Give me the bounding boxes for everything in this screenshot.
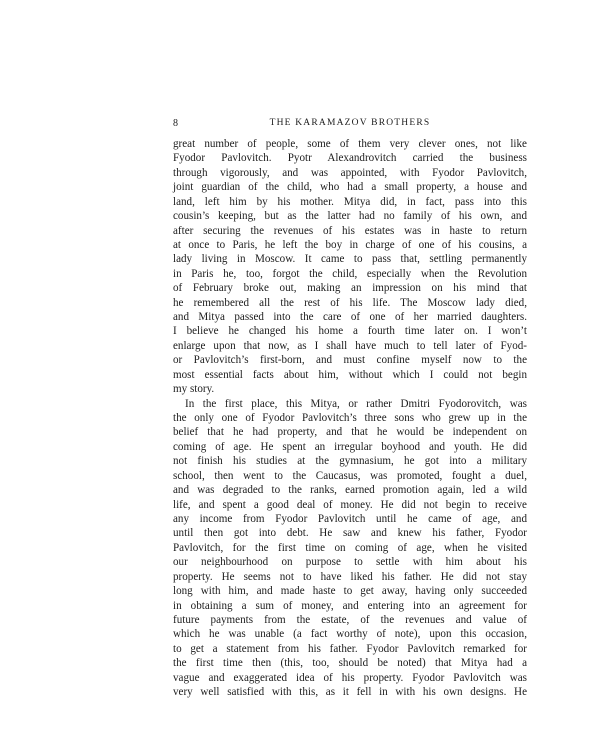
text-line: through vigorously, and was appointed, with Fyodor Pavlovitch, xyxy=(173,166,527,179)
text-line: of February broke out, making an impression on his mind that xyxy=(173,282,527,295)
text-line: in obtaining a sum of money, and entering into an agreement for xyxy=(173,599,527,612)
page-number: 8 xyxy=(173,118,179,129)
text-line: I believe he changed his home a fourth time later on. I won’t xyxy=(173,325,527,338)
text-line: most essential facts about him, without which I could not begin xyxy=(173,368,527,381)
text-line: my story. xyxy=(173,383,215,396)
text-line: belief that he had property, and that he would be independent on xyxy=(173,426,527,439)
book-title: THE KARAMAZOV BROTHERS xyxy=(269,118,431,128)
text-line: not finish his studies at the gymnasium, he got into a military xyxy=(173,455,527,468)
text-line: in Paris he, too, forgot the child, especially when the Revolution xyxy=(173,267,527,280)
text-line: life, and spent a good deal of money. He did not begin to receive xyxy=(173,498,527,511)
text-line: vague and exaggerated idea of his property. Fyodor Pavlovitch was xyxy=(173,671,527,684)
text-line: cousin’s keeping, but as the latter had no family of his own, and xyxy=(173,210,527,223)
text-line: joint guardian of the child, who had a small property, a house and xyxy=(173,181,527,194)
body-text xyxy=(173,137,527,699)
text-line: or Pavlovitch’s first-born, and must confine myself now to the xyxy=(173,354,527,367)
text-line: enlarge upon that now, as I shall have much to tell later of Fyod- xyxy=(173,339,527,352)
text-line: and Mitya passed into the care of one of her married daughters. xyxy=(173,311,527,324)
text-line: to get a statement from his father. Fyodor Pavlovitch remarked for xyxy=(173,642,527,655)
text-line: any income from Fyodor Pavlovitch until he came of age, and xyxy=(173,512,527,525)
text-line: Pavlovitch, for the first time on coming of age, when he visited xyxy=(173,541,527,554)
running-head xyxy=(173,118,527,134)
text-line: and was degraded to the ranks, earned promotion again, led a wild xyxy=(173,484,527,497)
text-line: In the first place, this Mitya, or rather Dmitri Fyodorovitch, was xyxy=(185,397,527,410)
text-line: school, then went to the Caucasus, was promoted, fought a duel, xyxy=(173,469,527,482)
text-line: the only one of Fyodor Pavlovitch’s three sons who grew up in the xyxy=(173,412,527,425)
text-line: which he was unable (a fact worthy of note), upon this occasion, xyxy=(173,628,527,641)
text-line: property. He seems not to have liked his father. He did not stay xyxy=(173,570,527,583)
text-line: Fyodor Pavlovitch. Pyotr Alexandrovitch carried the business xyxy=(173,152,527,165)
text-line: at once to Paris, he left the boy in charge of one of his cousins, a xyxy=(173,238,527,251)
text-line: coming of age. He spent an irregular boyhood and youth. He did xyxy=(173,440,527,453)
text-line: after securing the revenues of his estates was in haste to return xyxy=(173,224,527,237)
text-line: our neighbourhood on purpose to settle with him about his xyxy=(173,556,527,569)
text-line: until then got into debt. He saw and knew his father, Fyodor xyxy=(173,527,527,540)
text-line: great number of people, some of them very clever ones, not like xyxy=(173,138,527,150)
text-line: very well satisfied with this, as it fell in with his own designs. He xyxy=(173,686,527,699)
text-line: land, left him by his mother. Mitya did, in fact, pass into this xyxy=(173,195,527,208)
text-line: he remembered all the rest of his life. The Moscow lady died, xyxy=(173,296,527,309)
text-line: lady living in Moscow. It came to pass that, settling permanently xyxy=(173,253,527,266)
text-line: long with him, and made haste to get away, having only succeeded xyxy=(173,585,527,598)
text-line: the first time then (this, too, should be noted) that Mitya had a xyxy=(173,657,527,670)
text-line: future payments from the estate, of the revenues and value of xyxy=(173,613,527,626)
